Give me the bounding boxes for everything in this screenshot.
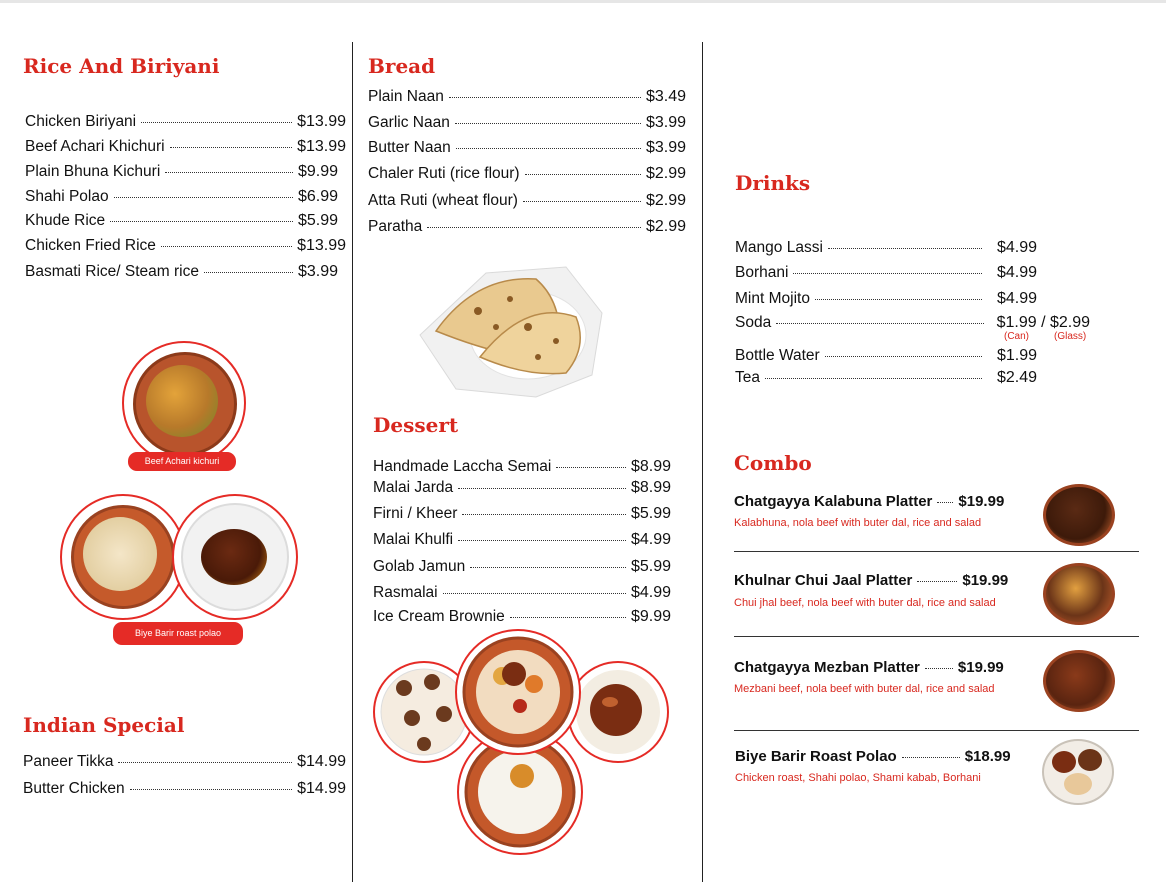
dessert-heading: Dessert	[373, 413, 459, 437]
item-name: Tea	[735, 369, 760, 386]
item-name: Chicken Biriyani	[25, 113, 137, 130]
menu-item	[368, 165, 686, 183]
item-price: $3.99	[645, 139, 686, 156]
item-name: Beef Achari Khichuri	[25, 138, 165, 155]
rice-heading: Rice And Biriyani	[23, 54, 220, 78]
item-name: Chicken Fried Rice	[25, 237, 156, 254]
item-name: Garlic Naan	[368, 114, 450, 131]
soda-can-note: (Can)	[1004, 331, 1030, 342]
top-border	[0, 0, 1166, 3]
item-name: Chatgayya Kalabuna Platter	[734, 493, 933, 510]
dot-leader	[765, 378, 982, 379]
item-price: $19.99	[957, 659, 1004, 676]
item-price: $5.99	[630, 558, 671, 575]
dot-leader	[815, 299, 982, 300]
menu-item	[25, 113, 346, 131]
item-name: Plain Naan	[368, 88, 444, 105]
menu-item	[735, 347, 1037, 365]
soda-glass-note: (Glass)	[1054, 331, 1087, 342]
menu-item	[25, 138, 346, 156]
item-price: $13.99	[297, 138, 346, 155]
item-name: Malai Khulfi	[373, 531, 454, 548]
dot-leader	[449, 97, 641, 98]
item-name: Basmati Rice/ Steam rice	[25, 263, 199, 280]
roast-icon	[201, 529, 267, 585]
dot-leader	[170, 147, 292, 148]
item-price: $3.99	[297, 263, 338, 280]
item-price: $9.99	[630, 608, 671, 625]
menu-item	[368, 218, 686, 236]
menu-item	[735, 314, 1090, 332]
combo-separator	[734, 636, 1139, 637]
menu-item	[368, 114, 686, 132]
item-name: Butter Naan	[368, 139, 451, 156]
item-price: $4.99	[996, 264, 1037, 281]
menu-item	[373, 608, 671, 626]
dot-leader	[470, 567, 626, 568]
menu-item	[373, 479, 671, 497]
dessert-photo	[372, 626, 672, 856]
combo-item-title	[735, 748, 1011, 765]
dot-leader	[525, 174, 641, 175]
item-name: Rasmalai	[373, 584, 438, 601]
combo-item-title	[734, 493, 1004, 510]
roast-polao-photo	[1042, 739, 1114, 805]
kichuri-photo-label: Beef Achari kichuri	[128, 452, 236, 471]
polao-photo	[60, 494, 186, 620]
roast-icon	[1052, 751, 1076, 773]
kalabuna-photo	[1043, 484, 1115, 546]
item-price: $13.99	[297, 237, 346, 254]
kabab-icon	[1078, 749, 1102, 771]
item-name: Soda	[735, 314, 772, 331]
food-icon	[146, 365, 218, 437]
item-name: Khulnar Chui Jaal Platter	[734, 572, 913, 589]
item-name: Atta Ruti (wheat flour)	[368, 192, 518, 209]
item-price: $14.99	[297, 753, 346, 770]
item-price: $2.99	[645, 192, 686, 209]
menu-item	[23, 753, 346, 771]
item-name: Paratha	[368, 218, 423, 235]
dot-leader	[937, 502, 953, 503]
mezban-photo	[1043, 650, 1115, 712]
combo-separator	[734, 730, 1139, 731]
menu-item	[373, 505, 671, 523]
dot-leader	[130, 789, 292, 790]
item-price: $14.99	[297, 780, 346, 797]
item-price: $8.99	[630, 458, 671, 475]
menu-item	[25, 188, 338, 206]
naan-photo	[416, 265, 606, 400]
item-price: $5.99	[297, 212, 338, 229]
dot-leader	[456, 148, 641, 149]
dot-leader	[427, 227, 641, 228]
indian-heading: Indian Special	[23, 713, 185, 737]
dot-leader	[204, 272, 293, 273]
polao-photo-label: Biye Barir roast polao	[113, 622, 243, 645]
menu-item	[25, 163, 338, 181]
dot-leader	[825, 356, 982, 357]
dot-leader	[776, 323, 983, 324]
item-name: Paneer Tikka	[23, 753, 114, 770]
menu-item	[25, 237, 346, 255]
menu-item	[25, 263, 338, 281]
dot-leader	[165, 172, 293, 173]
combo-heading: Combo	[734, 451, 812, 475]
combo-item-desc: Kalabhuna, nola beef with buter dal, rice and salad	[734, 517, 982, 529]
item-price: $19.99	[958, 493, 1005, 510]
item-name: Khude Rice	[25, 212, 106, 229]
item-name: Mint Mojito	[735, 290, 810, 307]
menu-item	[368, 139, 686, 157]
item-name: Golab Jamun	[373, 558, 466, 575]
item-price: $8.99	[630, 479, 671, 496]
dot-leader	[118, 762, 292, 763]
item-name: Chaler Ruti (rice flour)	[368, 165, 520, 182]
clay-bowl-icon	[71, 505, 175, 609]
item-name: Bottle Water	[735, 347, 820, 364]
roast-photo	[172, 494, 298, 620]
menu-item	[735, 239, 1037, 257]
item-price: $1.99	[996, 347, 1037, 364]
item-name: Butter Chicken	[23, 780, 125, 797]
item-price: $19.99	[962, 572, 1009, 589]
item-price: $9.99	[297, 163, 338, 180]
item-price: $1.99 / $2.99	[996, 314, 1090, 331]
plate-icon	[181, 503, 289, 611]
combo-item-title	[734, 572, 1008, 589]
item-name: Shahi Polao	[25, 188, 109, 205]
item-price: $2.49	[996, 369, 1037, 386]
item-price: $5.99	[630, 505, 671, 522]
combo-item-desc: Chicken roast, Shahi polao, Shami kabab, Borhani	[735, 772, 981, 784]
dot-leader	[458, 488, 626, 489]
drinks-heading: Drinks	[735, 171, 811, 195]
menu-item	[735, 369, 1037, 387]
combo-item-desc: Mezbani beef, nola beef with buter dal, rice and salad	[734, 683, 995, 695]
clay-bowl-icon	[133, 352, 237, 456]
item-price: $4.99	[630, 584, 671, 601]
menu-item	[23, 780, 346, 798]
menu-item	[25, 212, 338, 230]
dot-leader	[110, 221, 293, 222]
kichuri-photo	[122, 341, 246, 465]
combo-item-title	[734, 659, 1004, 676]
menu-item	[735, 264, 1037, 282]
rice-icon	[83, 517, 157, 591]
item-price: $6.99	[297, 188, 338, 205]
menu-item	[368, 88, 686, 106]
dot-leader	[902, 757, 960, 758]
bread-heading: Bread	[368, 54, 436, 78]
chui-jaal-photo	[1043, 563, 1115, 625]
dot-leader	[917, 581, 957, 582]
item-price: $4.99	[996, 290, 1037, 307]
column-divider-1	[352, 42, 353, 882]
combo-item-desc: Chui jhal beef, nola beef with buter dal, rice and salad	[734, 597, 996, 609]
item-price: $13.99	[297, 113, 346, 130]
combo-separator	[734, 551, 1139, 552]
menu-item	[735, 290, 1037, 308]
item-price: $4.99	[630, 531, 671, 548]
dot-leader	[828, 248, 982, 249]
item-price: $2.99	[645, 218, 686, 235]
item-name: Plain Bhuna Kichuri	[25, 163, 161, 180]
item-name: Biye Barir Roast Polao	[735, 748, 897, 765]
polao-icon	[1064, 773, 1092, 795]
item-name: Chatgayya Mezban Platter	[734, 659, 920, 676]
menu-item	[373, 584, 671, 602]
column-divider-2	[702, 42, 703, 882]
dot-leader	[161, 246, 292, 247]
item-price: $2.99	[645, 165, 686, 182]
menu-item	[368, 192, 686, 210]
item-name: Mango Lassi	[735, 239, 823, 256]
item-price: $3.49	[645, 88, 686, 105]
dot-leader	[925, 668, 953, 669]
menu-item	[373, 531, 671, 549]
item-name: Firni / Kheer	[373, 505, 458, 522]
dot-leader	[793, 273, 982, 274]
menu-item	[373, 458, 671, 476]
item-price: $3.99	[645, 114, 686, 131]
menu-item	[373, 558, 671, 576]
dot-leader	[556, 467, 626, 468]
dot-leader	[510, 617, 626, 618]
item-price: $4.99	[996, 239, 1037, 256]
dot-leader	[114, 197, 293, 198]
dot-leader	[458, 540, 626, 541]
item-name: Handmade Laccha Semai	[373, 458, 552, 475]
dot-leader	[523, 201, 641, 202]
dot-leader	[443, 593, 626, 594]
dot-leader	[455, 123, 641, 124]
dot-leader	[141, 122, 292, 123]
item-name: Ice Cream Brownie	[373, 608, 505, 625]
item-price: $18.99	[964, 748, 1011, 765]
item-name: Malai Jarda	[373, 479, 454, 496]
dot-leader	[462, 514, 626, 515]
item-name: Borhani	[735, 264, 789, 281]
